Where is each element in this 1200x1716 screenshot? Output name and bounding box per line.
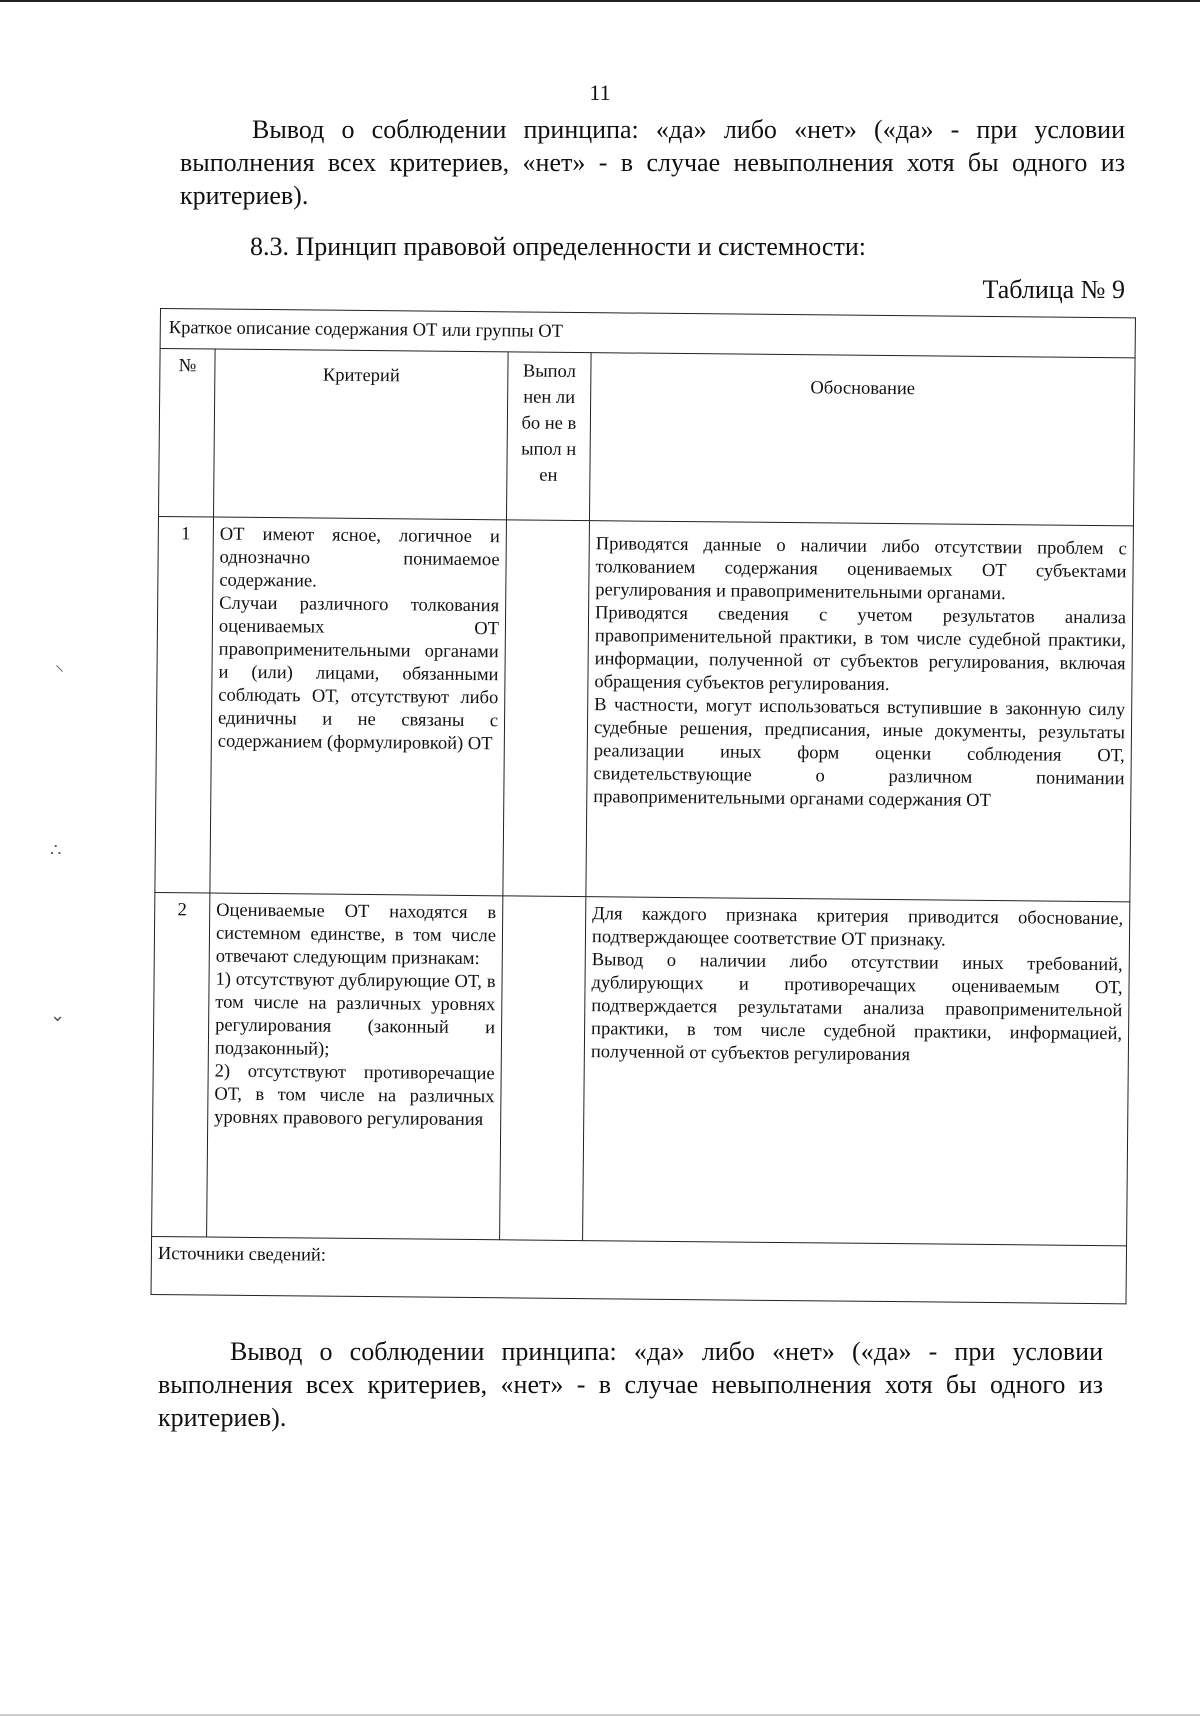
sources-label: Источники сведений:: [151, 1236, 1127, 1303]
row-justification: Приводятся данные о наличии либо отсутствии проблем с толкованием содержания оцениваемых ОТ субъектами регулирования и правоприменительными органами. Приводятся сведения с учетом результатов анализа правоприменительной практики, в том числе судебной практики, информации, полученной от субъектов регулирования, включая обращения субъектов регулирования. В частности, могут использоваться вступившие в законную силу судебные решения, предписания, иные документы, результаты реализации иных форм оценки соблюдения ОТ, свидетельствующие о различном понимании правоприменительными органами содержания ОТ: [586, 521, 1134, 902]
row-criterion: Оцениваемые ОТ находятся в системном единстве, в том числе отвечают следующим признакам: 1) отсутствуют дублирующие ОТ, в том числе на различных уровнях регулирования (законный и подзаконный); 2) отсутствуют противоречащие ОТ, в том числе на различных уровнях правового регулирования: [207, 893, 503, 1240]
row-number: 1: [155, 516, 214, 893]
scan-mark: ⸌: [55, 662, 64, 682]
closing-paragraph: Вывод о соблюдении принципа: «да» либо «нет» («да» - при условии выполнения всех критериев, «нет» - в случае невыполнения хотя бы одного из критериев).: [158, 1337, 1103, 1432]
row-criterion: ОТ имеют ясное, логичное и однозначно понимаемое содержание. Случаи различного толкования оцениваемых ОТ правоприменительными органами и (или) лицами, обязанными соблюдать ОТ, отсутствуют либо единичны и не связаны с содержанием (формулировкой) ОТ: [210, 517, 507, 896]
scan-mark: ∴: [50, 840, 62, 860]
sources-row: [151, 1236, 1127, 1303]
row-number: 2: [152, 892, 210, 1237]
row-done: [500, 896, 586, 1241]
table-caption: Таблица № 9: [982, 275, 1125, 304]
row-done: [503, 520, 590, 897]
section-heading: 8.3. Принцип правовой определенности и системности:: [250, 232, 866, 261]
header-done-text: Выпол нен либо не выпол нен: [521, 361, 577, 486]
header-done: [506, 352, 591, 521]
table-row: [152, 892, 1130, 1245]
header-num: №: [158, 349, 215, 518]
header-criterion: Критерий: [213, 349, 508, 520]
summary-label: Краткое описание содержания ОТ или группы ОТ: [160, 309, 1135, 358]
intro-paragraph: Вывод о соблюдении принципа: «да» либо «нет» («да» - при условии выполнения всех критериев, «нет» - в случае невыполнения хотя бы одного из критериев).: [180, 115, 1125, 210]
header-row: [158, 349, 1135, 526]
header-justification: Обоснование: [589, 353, 1135, 526]
page-number: 11: [589, 80, 611, 105]
criteria-table: [151, 308, 1136, 1304]
scan-mark: ⌄: [50, 1005, 66, 1025]
top-scan-rule: [0, 0, 1200, 2]
row-justification: Для каждого признака критерия приводится обоснование, подтверждающее соответствие ОТ признаку. Вывод о наличии либо отсутствии иных требований, дублирующих и противоречащих оцениваемым ОТ, подтверждается результатами анализа правоприменительной практики, в том числе судебной практики, информацией, полученной от субъектов регулирования: [583, 897, 1130, 1246]
table-row: [155, 516, 1134, 901]
